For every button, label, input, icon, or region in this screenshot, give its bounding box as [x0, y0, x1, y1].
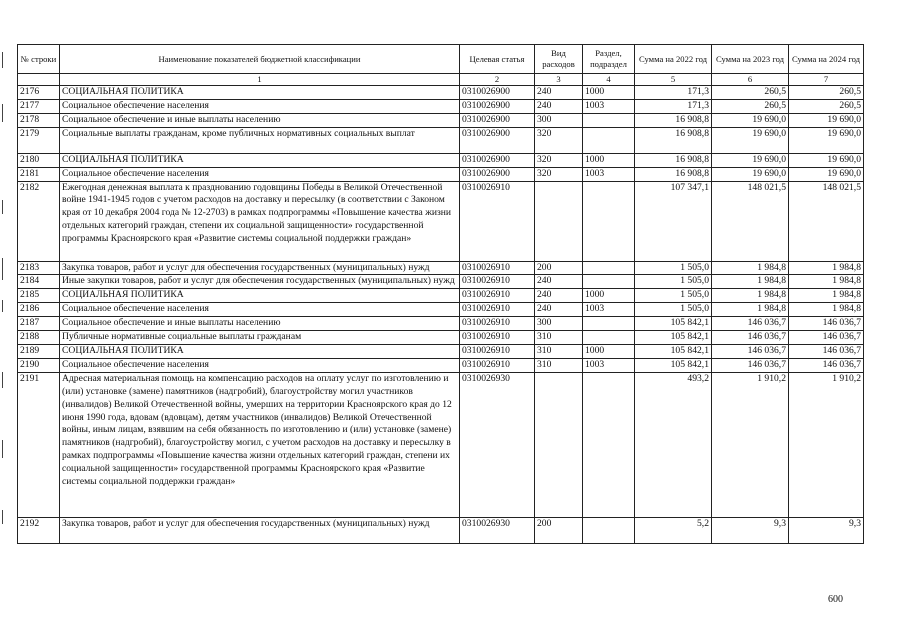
table-row [18, 153, 864, 167]
sum-2023-cell: 1 910,2 [712, 372, 789, 517]
header-indicator-name: Наименование показателей бюджетной классификации [60, 45, 460, 74]
header-target-code: Целевая статья [460, 45, 535, 74]
sum-2024-cell: 1 984,8 [789, 275, 864, 289]
row-number-cell: 2191 [18, 372, 60, 517]
row-number-cell: 2179 [18, 127, 60, 153]
expense-type-cell: 200 [535, 261, 583, 275]
row-number-cell: 2178 [18, 113, 60, 127]
sum-2022-cell: 16 908,8 [635, 153, 712, 167]
indicator-name-cell: Закупка товаров, работ и услуг для обеспечения государственных (муниципальных) нужд [60, 517, 460, 543]
target-code-cell: 0310026910 [460, 303, 535, 317]
table-row [18, 358, 864, 372]
sum-2022-cell: 105 842,1 [635, 344, 712, 358]
row-number-cell: 2189 [18, 344, 60, 358]
table-row [18, 86, 864, 100]
target-code-cell: 0310026900 [460, 86, 535, 100]
table-row [18, 275, 864, 289]
column-number: 2 [460, 74, 535, 86]
sum-2023-cell: 146 036,7 [712, 317, 789, 331]
column-numbers-row [18, 74, 864, 86]
table-row [18, 127, 864, 153]
indicator-name-cell: Ежегодная денежная выплата к празднованию годовщины Победы в Великой Отечественной войне 1941-1945 годов с учетом расходов на доставку и пересылку (в соответствии с Законом края от 10 декабря 2004 года № 12-2703) в рамках подпрограммы «Повышение качества жизни отдельных категорий граждан, степени их социальной защищенности» государственной программы Красноярского края «Развитие системы социальной поддержки граждан» [60, 181, 460, 261]
sum-2023-cell: 146 036,7 [712, 344, 789, 358]
section-cell: 1003 [583, 99, 635, 113]
expense-type-cell: 320 [535, 127, 583, 153]
sum-2023-cell: 148 021,5 [712, 181, 789, 261]
section-cell: 1000 [583, 86, 635, 100]
section-cell: 1000 [583, 344, 635, 358]
sum-2023-cell: 19 690,0 [712, 167, 789, 181]
target-code-cell: 0310026900 [460, 167, 535, 181]
sum-2022-cell: 105 842,1 [635, 317, 712, 331]
sum-2024-cell: 146 036,7 [789, 317, 864, 331]
sum-2022-cell: 1 505,0 [635, 303, 712, 317]
section-cell: 1003 [583, 303, 635, 317]
expense-type-cell: 240 [535, 303, 583, 317]
table-row [18, 113, 864, 127]
sum-2024-cell: 9,3 [789, 517, 864, 543]
indicator-name-cell: Социальное обеспечение населения [60, 303, 460, 317]
header-section: Раздел, подраздел [583, 45, 635, 74]
sum-2022-cell: 1 505,0 [635, 261, 712, 275]
column-number: 7 [789, 74, 864, 86]
sum-2022-cell: 1 505,0 [635, 289, 712, 303]
table-row [18, 317, 864, 331]
sum-2023-cell: 260,5 [712, 86, 789, 100]
expense-type-cell: 310 [535, 358, 583, 372]
scan-edge-mark [2, 52, 3, 68]
scan-edge-mark [2, 104, 3, 122]
table-row [18, 331, 864, 345]
sum-2024-cell: 1 910,2 [789, 372, 864, 517]
sum-2024-cell: 1 984,8 [789, 261, 864, 275]
indicator-name-cell: СОЦИАЛЬНАЯ ПОЛИТИКА [60, 86, 460, 100]
column-number: 1 [60, 74, 460, 86]
indicator-name-cell: Социальные выплаты гражданам, кроме публичных нормативных социальных выплат [60, 127, 460, 153]
target-code-cell: 0310026910 [460, 344, 535, 358]
indicator-name-cell: СОЦИАЛЬНАЯ ПОЛИТИКА [60, 153, 460, 167]
target-code-cell: 0310026900 [460, 113, 535, 127]
section-cell: 1000 [583, 153, 635, 167]
row-number-cell: 2176 [18, 86, 60, 100]
expense-type-cell: 240 [535, 275, 583, 289]
indicator-name-cell: СОЦИАЛЬНАЯ ПОЛИТИКА [60, 344, 460, 358]
column-number: 3 [535, 74, 583, 86]
indicator-name-cell: Закупка товаров, работ и услуг для обеспечения государственных (муниципальных) нужд [60, 261, 460, 275]
section-cell [583, 517, 635, 543]
sum-2022-cell: 16 908,8 [635, 127, 712, 153]
sum-2022-cell: 171,3 [635, 99, 712, 113]
header-row-number: № строки [18, 45, 60, 74]
row-number-cell: 2182 [18, 181, 60, 261]
scan-edge-mark [2, 510, 3, 524]
target-code-cell: 0310026910 [460, 181, 535, 261]
indicator-name-cell: Социальное обеспечение населения [60, 167, 460, 181]
header-sum-2024: Сумма на 2024 год [789, 45, 864, 74]
section-cell [583, 331, 635, 345]
section-cell: 1003 [583, 167, 635, 181]
header-sum-2023: Сумма на 2023 год [712, 45, 789, 74]
row-number-cell: 2192 [18, 517, 60, 543]
header-expense-type: Вид расходов [535, 45, 583, 74]
indicator-name-cell: Иные закупки товаров, работ и услуг для обеспечения государственных (муниципальных) нужд [60, 275, 460, 289]
sum-2022-cell: 16 908,8 [635, 113, 712, 127]
page-number: 600 [828, 594, 843, 605]
sum-2022-cell: 1 505,0 [635, 275, 712, 289]
sum-2022-cell: 5,2 [635, 517, 712, 543]
table-row [18, 517, 864, 543]
table-row [18, 289, 864, 303]
scan-edge-mark [2, 200, 3, 214]
sum-2024-cell: 19 690,0 [789, 127, 864, 153]
sum-2024-cell: 1 984,8 [789, 303, 864, 317]
row-number-cell: 2181 [18, 167, 60, 181]
sum-2022-cell: 493,2 [635, 372, 712, 517]
sum-2024-cell: 19 690,0 [789, 113, 864, 127]
sum-2024-cell: 146 036,7 [789, 358, 864, 372]
row-number-cell: 2185 [18, 289, 60, 303]
sum-2023-cell: 19 690,0 [712, 153, 789, 167]
column-number: 6 [712, 74, 789, 86]
sum-2024-cell: 146 036,7 [789, 344, 864, 358]
expense-type-cell: 300 [535, 317, 583, 331]
sum-2023-cell: 1 984,8 [712, 275, 789, 289]
expense-type-cell: 320 [535, 153, 583, 167]
sum-2023-cell: 260,5 [712, 99, 789, 113]
expense-type-cell: 240 [535, 289, 583, 303]
expense-type-cell [535, 181, 583, 261]
row-number-cell: 2188 [18, 331, 60, 345]
indicator-name-cell: Социальное обеспечение и иные выплаты населению [60, 317, 460, 331]
sum-2024-cell: 19 690,0 [789, 153, 864, 167]
expense-type-cell: 300 [535, 113, 583, 127]
indicator-name-cell: Социальное обеспечение и иные выплаты населению [60, 113, 460, 127]
target-code-cell: 0310026910 [460, 275, 535, 289]
row-number-cell: 2177 [18, 99, 60, 113]
target-code-cell: 0310026930 [460, 517, 535, 543]
sum-2024-cell: 260,5 [789, 99, 864, 113]
row-number-cell: 2183 [18, 261, 60, 275]
sum-2022-cell: 171,3 [635, 86, 712, 100]
section-cell [583, 113, 635, 127]
budget-table [17, 44, 864, 544]
section-cell [583, 372, 635, 517]
section-cell [583, 127, 635, 153]
target-code-cell: 0310026900 [460, 153, 535, 167]
target-code-cell: 0310026910 [460, 289, 535, 303]
section-cell [583, 275, 635, 289]
sum-2023-cell: 1 984,8 [712, 289, 789, 303]
section-cell [583, 317, 635, 331]
sum-2023-cell: 1 984,8 [712, 303, 789, 317]
target-code-cell: 0310026930 [460, 372, 535, 517]
sum-2023-cell: 1 984,8 [712, 261, 789, 275]
sum-2024-cell: 148 021,5 [789, 181, 864, 261]
table-row [18, 261, 864, 275]
target-code-cell: 0310026910 [460, 261, 535, 275]
table-row [18, 181, 864, 261]
expense-type-cell: 310 [535, 344, 583, 358]
table-row [18, 303, 864, 317]
sum-2024-cell: 19 690,0 [789, 167, 864, 181]
sum-2023-cell: 146 036,7 [712, 358, 789, 372]
sum-2022-cell: 16 908,8 [635, 167, 712, 181]
scan-edge-mark [2, 300, 3, 312]
section-cell [583, 261, 635, 275]
scan-edge-mark [2, 258, 3, 280]
sum-2024-cell: 1 984,8 [789, 289, 864, 303]
sum-2023-cell: 146 036,7 [712, 331, 789, 345]
sum-2024-cell: 260,5 [789, 86, 864, 100]
expense-type-cell: 310 [535, 331, 583, 345]
row-number-cell: 2184 [18, 275, 60, 289]
section-cell: 1003 [583, 358, 635, 372]
table-header-row [18, 45, 864, 74]
column-number: 5 [635, 74, 712, 86]
sum-2023-cell: 19 690,0 [712, 127, 789, 153]
sum-2022-cell: 107 347,1 [635, 181, 712, 261]
table-row [18, 372, 864, 517]
section-cell: 1000 [583, 289, 635, 303]
expense-type-cell: 240 [535, 86, 583, 100]
sum-2022-cell: 105 842,1 [635, 331, 712, 345]
indicator-name-cell: СОЦИАЛЬНАЯ ПОЛИТИКА [60, 289, 460, 303]
table-row [18, 167, 864, 181]
header-sum-2022: Сумма на 2022 год [635, 45, 712, 74]
target-code-cell: 0310026900 [460, 99, 535, 113]
expense-type-cell: 320 [535, 167, 583, 181]
target-code-cell: 0310026910 [460, 331, 535, 345]
indicator-name-cell: Социальное обеспечение населения [60, 358, 460, 372]
sum-2023-cell: 19 690,0 [712, 113, 789, 127]
sum-2022-cell: 105 842,1 [635, 358, 712, 372]
target-code-cell: 0310026910 [460, 317, 535, 331]
section-cell [583, 181, 635, 261]
scan-edge-mark [2, 440, 3, 458]
scan-edge-mark [2, 372, 3, 388]
expense-type-cell: 200 [535, 517, 583, 543]
indicator-name-cell: Публичные нормативные социальные выплаты гражданам [60, 331, 460, 345]
row-number-cell: 2186 [18, 303, 60, 317]
column-number [18, 74, 60, 86]
expense-type-cell [535, 372, 583, 517]
column-number: 4 [583, 74, 635, 86]
row-number-cell: 2187 [18, 317, 60, 331]
row-number-cell: 2190 [18, 358, 60, 372]
expense-type-cell: 240 [535, 99, 583, 113]
table-row [18, 99, 864, 113]
row-number-cell: 2180 [18, 153, 60, 167]
indicator-name-cell: Социальное обеспечение населения [60, 99, 460, 113]
target-code-cell: 0310026910 [460, 358, 535, 372]
table-row [18, 344, 864, 358]
indicator-name-cell: Адресная материальная помощь на компенсацию расходов на оплату услуг по изготовлению и (или) установке (замене) памятников (надгробий), благоустройству могил участников (инвалидов) Великой Отечественной войны, умерших на территории Красноярского края до 12 июня 1990 года, вдовам (вдовцам), детям участников (инвалидов) Великой Отечественной войны, иным лицам, взявшим на себя обязанность по изготовлению и (или) установке (замене) памятников (надгробий), благоустройству могил, с учетом расходов на доставку и пересылку в рамках подпрограммы «Повышение качества жизни отдельных категорий граждан, степени их социальной защищенности» государственной программы Красноярского края «Развитие системы социальной поддержки граждан» [60, 372, 460, 517]
target-code-cell: 0310026900 [460, 127, 535, 153]
sum-2024-cell: 146 036,7 [789, 331, 864, 345]
sum-2023-cell: 9,3 [712, 517, 789, 543]
